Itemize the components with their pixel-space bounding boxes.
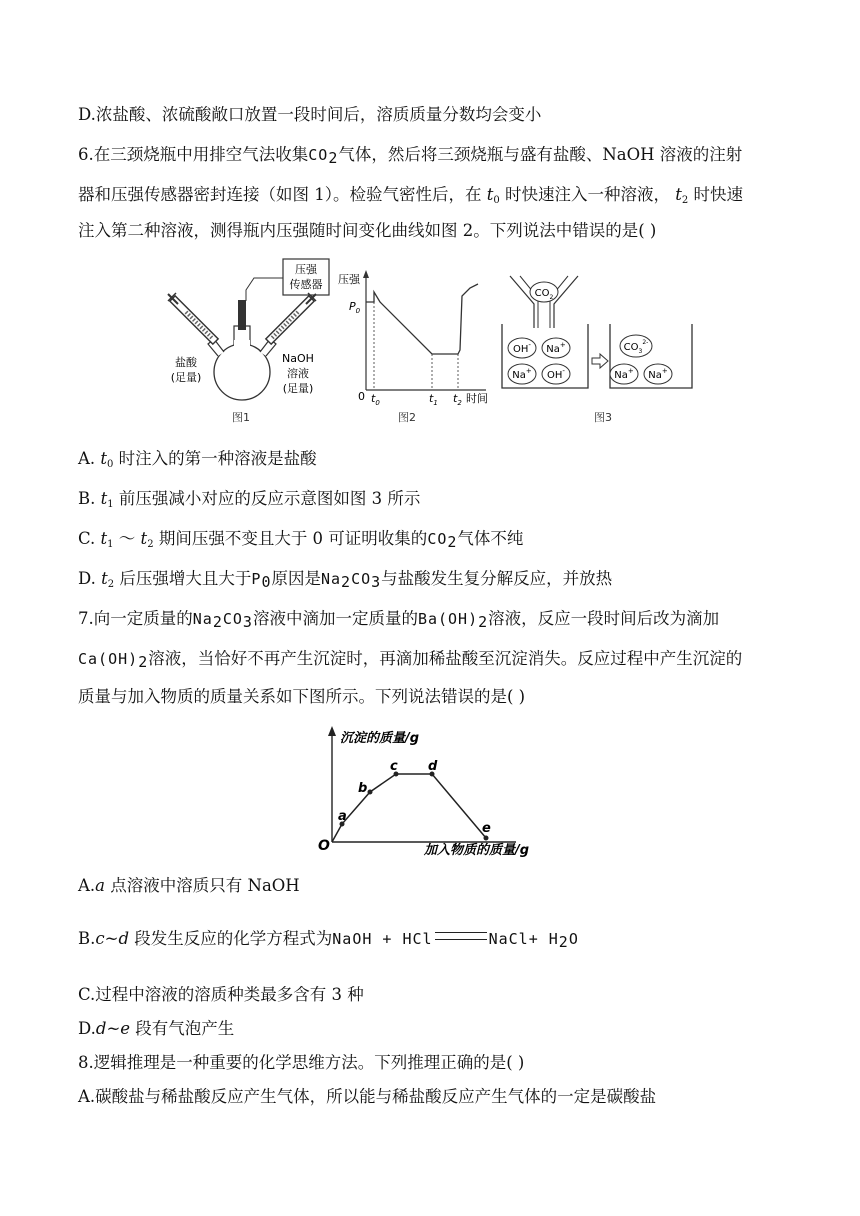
q6-stem-line1: 6.在三颈烧瓶中用排空气法收集CO2气体，然后将三颈烧瓶与盛有盐酸、NaOH 溶液的注射 <box>78 145 743 167</box>
figure3-caption: 图3 <box>594 411 612 424</box>
q7-stem-line2: Ca(OH)2溶液，当恰好不再产生沉淀时，再滴加稀盐酸至沉淀消失。反应过程中产生沉淀的 <box>78 649 743 671</box>
label-c: c <box>390 759 398 774</box>
q7-option-d: D.d~e 段有气泡产生 <box>78 1019 235 1038</box>
sensor-wire <box>246 278 283 301</box>
q7-precipitate-graph <box>316 722 556 862</box>
svg-text:Na+: Na+ <box>546 341 566 355</box>
q7-option-c: C.过程中溶液的溶质种类最多含有 3 种 <box>78 985 364 1004</box>
q6-figure3-ion-diagram <box>496 266 706 424</box>
co2-label: $CO_2$ <box>534 288 554 301</box>
q8-option-a: A.碳酸盐与稀盐酸反应产生气体，所以能与稀盐酸反应产生气体的一定是碳酸盐 <box>78 1087 657 1106</box>
equation-equals-sign <box>435 932 487 940</box>
figure2-caption: 图2 <box>398 411 416 424</box>
q6-stem-line2: 器和压强传感器密封连接（如图 1）。检验气密性后，在 $t_0$ 时快速注入一种溶液， $t_2$ 时快速 <box>78 185 744 206</box>
pressure-curve <box>366 284 478 354</box>
q7-stem-line3: 质量与加入物质的质量关系如下图所示。下列说法错误的是( ) <box>78 687 526 706</box>
origin-label: O <box>318 838 330 854</box>
label-b: b <box>358 781 368 796</box>
t2-tick-label: $t_2$ <box>453 392 462 407</box>
q6-stem-line3: 注入第二种溶液，测得瓶内压强随时间变化曲线如图 2。下列说法中错误的是( ) <box>78 221 657 240</box>
hcl-syringe <box>168 293 216 342</box>
sensor-label-line2: 传感器 <box>289 278 323 291</box>
svg-text:CO32-: $CO_3^{2-}$ <box>623 339 649 355</box>
q8-stem: 8.逻辑推理是一种重要的化学思维方法。下列推理正确的是( ) <box>78 1053 525 1072</box>
y-axis-arrow <box>328 726 336 736</box>
label-a: a <box>338 809 347 824</box>
y-axis-label: 沉淀的质量/g <box>340 731 420 746</box>
q6-figure1-apparatus <box>166 256 346 424</box>
t0-tick-label: $t_0$ <box>371 392 380 407</box>
p0-label: $P_0$ <box>349 300 361 315</box>
q6-option-d: D. $t_2$ 后压强增大且大于P0原因是Na2CO3与盐酸发生复分解反应，并放热 <box>78 569 613 591</box>
figure1-caption: 图1 <box>232 411 250 424</box>
reaction-arrow-icon <box>592 354 608 368</box>
naoh-amount-label: (足量) <box>282 382 314 395</box>
svg-text:Na+: Na+ <box>648 367 668 381</box>
svg-text:Na+: Na+ <box>512 367 532 381</box>
q6-option-a: A. $t_0$ 时注入的第一种溶液是盐酸 <box>78 449 317 470</box>
q7-option-b: B.c~d 段发生反应的化学方程式为NaOH + HCl NaCl+ H2O <box>78 929 579 951</box>
q6-option-b: B. $t_1$ 前压强减小对应的反应示意图如图 3 所示 <box>78 489 421 510</box>
naoh-label: NaOH <box>282 352 314 365</box>
origin-label: 0 <box>358 390 365 403</box>
sensor-label-line1: 压强 <box>295 263 317 276</box>
hcl-label: 盐酸 <box>175 356 197 369</box>
naoh-syringe <box>268 293 316 342</box>
t1-tick-label: $t_1$ <box>429 392 438 407</box>
q7-option-a: A.a 点溶液中溶质只有 NaOH <box>78 876 300 895</box>
x-axis-label: 加入物质的质量/g <box>424 843 530 858</box>
q6-option-c: C. $t_1$ ～ $t_2$ 期间压强不变且大于 0 可证明收集的CO2气体不纯 <box>78 529 524 551</box>
precipitate-curve <box>332 774 486 842</box>
point-b <box>368 790 373 795</box>
q7-stem-line1: 7.向一定质量的Na2CO3溶液中滴加一定质量的Ba(OH)2溶液，反应一段时间后改为滴加 <box>78 609 720 631</box>
point-e <box>484 836 489 841</box>
y-axis-label: 压强 <box>338 273 360 286</box>
label-d: d <box>428 759 438 774</box>
q5-option-d: D.浓盐酸、浓硫酸敞口放置一段时间后，溶质质量分数均会变小 <box>78 105 542 124</box>
y-axis-arrow <box>363 270 369 278</box>
hcl-amount-label: (足量) <box>170 371 202 384</box>
label-e: e <box>482 821 491 836</box>
naoh-solution-label: 溶液 <box>287 367 309 380</box>
q6-figure2-pressure-graph <box>336 266 496 424</box>
svg-text:Na+: Na+ <box>614 367 634 381</box>
svg-text:OH-: OH- <box>547 367 565 381</box>
svg-text:OH-: OH- <box>513 341 531 355</box>
x-axis-label: 时间 <box>466 392 488 405</box>
